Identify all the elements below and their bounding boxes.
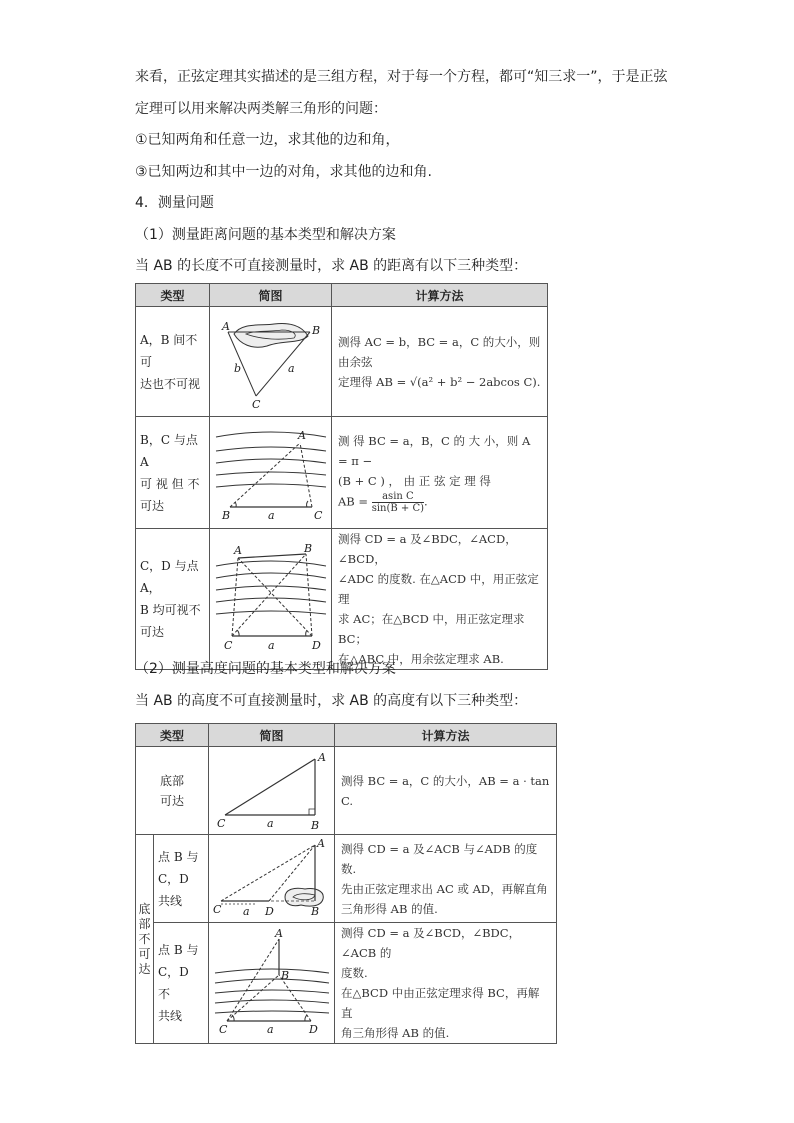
distance-methods-table	[135, 283, 548, 670]
header-type: 类型	[136, 724, 209, 747]
right-triangle-diagram	[211, 749, 333, 833]
table-row	[136, 417, 548, 529]
table-header-row	[136, 284, 548, 307]
method-text: 三角形得 AB 的值.	[341, 901, 438, 916]
method-text: 测得 AC = b，BC = a，C 的大小，则由余弦	[338, 334, 541, 369]
method-text: 先由正弦定理求出 AC 或 AD，再解直角	[341, 881, 548, 896]
method-text: ∠ADC 的度数. 在△ACD 中，用正弦定理	[338, 572, 539, 606]
label-a: a	[267, 639, 275, 652]
intro-item-1: ①已知两角和任意一边，求其他的边和角，	[135, 132, 400, 148]
label-B: B	[311, 323, 320, 337]
type-cell	[136, 417, 210, 529]
header-method: 计算方法	[332, 284, 548, 307]
type-cell	[136, 307, 210, 417]
fraction-denominator: sin(B + C)	[371, 503, 425, 514]
method-text: 测得 CD = a 及∠BDC，∠ACD，∠BCD，	[338, 532, 517, 566]
label-A: A	[274, 929, 283, 940]
formula-prefix: AB =	[338, 494, 369, 509]
type-cell	[136, 747, 209, 835]
method-text: 定理得 AB = √(a² + b² − 2abcos C).	[338, 374, 541, 389]
height-methods-table	[135, 723, 557, 1044]
label-a: a	[266, 816, 274, 830]
intro-line-2: 定理可以用来解决两类解三角形的问题：	[135, 101, 387, 117]
noncollinear-height-diagram	[211, 929, 333, 1037]
label-A: A	[317, 750, 326, 764]
method-cell	[332, 417, 548, 529]
header-diagram: 简图	[210, 284, 332, 307]
header-type: 类型	[136, 284, 210, 307]
group-label: 底部不可达	[138, 901, 151, 976]
label-A: A	[297, 428, 306, 442]
table-row	[136, 747, 557, 835]
label-a: a	[266, 1023, 274, 1036]
subsection-1-title: （1）测量距离问题的基本类型和解决方案	[135, 227, 396, 243]
diagram-cell	[210, 417, 332, 529]
type-text: C，D 与点 A，	[140, 559, 199, 595]
label-a: a	[267, 508, 275, 522]
type-text: A，B 间不可	[140, 332, 198, 369]
group-label-cell	[136, 835, 154, 1044]
method-text: 在△BCD 中由正弦定理求得 BC，再解直	[341, 986, 540, 1020]
method-text: 测得 CD = a 及∠BCD，∠BDC，∠ACB 的	[341, 926, 521, 960]
label-C: C	[223, 639, 232, 652]
type-text: 可达	[160, 793, 185, 808]
diagram-cell	[209, 835, 335, 923]
label-b: b	[233, 361, 241, 375]
method-cell	[332, 529, 548, 670]
section-4-title: 4．测量问题	[135, 195, 214, 211]
label-C: C	[212, 902, 221, 916]
type-text: C，D 不	[158, 965, 189, 1001]
type-text: 可达	[140, 625, 165, 639]
method-formula	[338, 491, 541, 514]
method-text: 测得 BC = a，C 的大小，AB = a · tan C.	[341, 773, 550, 808]
type-text: 点 B 与	[158, 849, 199, 864]
type-text: 达也不可视	[140, 376, 201, 391]
label-A: A	[221, 319, 230, 333]
method-cell	[335, 747, 557, 835]
subsection-1-desc: 当 AB 的长度不可直接测量时，求 AB 的距离有以下三种类型：	[135, 258, 528, 274]
label-B: B	[221, 508, 230, 522]
label-A: A	[233, 544, 242, 557]
subsection-2-desc: 当 AB 的高度不可直接测量时，求 AB 的高度有以下三种类型：	[135, 693, 528, 709]
table-header-row	[136, 724, 557, 747]
method-text: (B + C ) ， 由 正 弦 定 理 得	[338, 474, 491, 488]
label-B: B	[303, 544, 312, 555]
diagram-cell	[210, 307, 332, 417]
label-C: C	[251, 397, 260, 411]
table-row	[136, 529, 548, 670]
type-cell	[154, 835, 209, 923]
label-D: D	[264, 904, 274, 918]
triangle-lake-diagram	[212, 312, 330, 412]
type-text: B，C 与点 A	[140, 432, 198, 469]
type-text: 底部	[160, 773, 185, 788]
label-A: A	[316, 836, 325, 850]
label-a: a	[287, 361, 295, 375]
header-diagram: 简图	[209, 724, 335, 747]
label-D: D	[311, 639, 321, 652]
method-text: 测得 CD = a 及∠ACB 与∠ADB 的度数.	[341, 841, 538, 876]
label-B: B	[310, 818, 319, 832]
diagram-cell	[209, 923, 335, 1044]
diagram-cell	[210, 529, 332, 670]
intro-item-2: ③已知两边和其中一边的对角，求其他的边和角.	[135, 164, 432, 180]
type-cell	[154, 923, 209, 1044]
table-row	[136, 835, 557, 923]
label-B: B	[310, 904, 319, 918]
type-text: B 均可视不	[140, 603, 201, 617]
table-row	[136, 923, 557, 1044]
type-text: 可达	[140, 498, 165, 513]
river-diagram	[212, 423, 330, 523]
fraction	[372, 491, 424, 514]
method-text: 度数.	[341, 966, 368, 980]
collinear-height-diagram	[211, 837, 333, 921]
label-D: D	[308, 1023, 318, 1036]
type-text: 可 视 但 不	[140, 476, 200, 491]
table-row	[136, 307, 548, 417]
method-text: 在△ABC 中，用余弦定理求 AB.	[338, 652, 504, 666]
method-cell	[335, 835, 557, 923]
method-cell	[335, 923, 557, 1044]
label-a: a	[242, 904, 250, 918]
label-C: C	[313, 508, 322, 522]
formula-suffix: .	[424, 494, 428, 509]
label-C: C	[218, 1023, 227, 1036]
intro-line-1: 来看，正弦定理其实描述的是三组方程，对于每一个方程，都可“知三求一”，于是正弦	[135, 69, 668, 85]
river-quadrilateral-diagram	[212, 544, 330, 654]
method-text: 角三角形得 AB 的值.	[341, 1026, 450, 1040]
subsection-2-title: （2）测量高度问题的基本类型和解决方案	[135, 661, 396, 677]
method-text: 求 AC；在△BCD 中，用正弦定理求 BC；	[338, 612, 525, 646]
method-cell	[332, 307, 548, 417]
type-text: 共线	[158, 1009, 183, 1023]
type-cell	[136, 529, 210, 670]
label-B: B	[280, 969, 289, 982]
method-text: 测 得 BC = a，B，C 的 大 小，则 A = π −	[338, 434, 531, 468]
header-method: 计算方法	[335, 724, 557, 747]
label-C: C	[216, 816, 225, 830]
fraction-numerator: asin C	[372, 491, 424, 503]
type-text: C，D 共线	[158, 871, 189, 908]
type-text: 点 B 与	[158, 943, 199, 957]
diagram-cell	[209, 747, 335, 835]
